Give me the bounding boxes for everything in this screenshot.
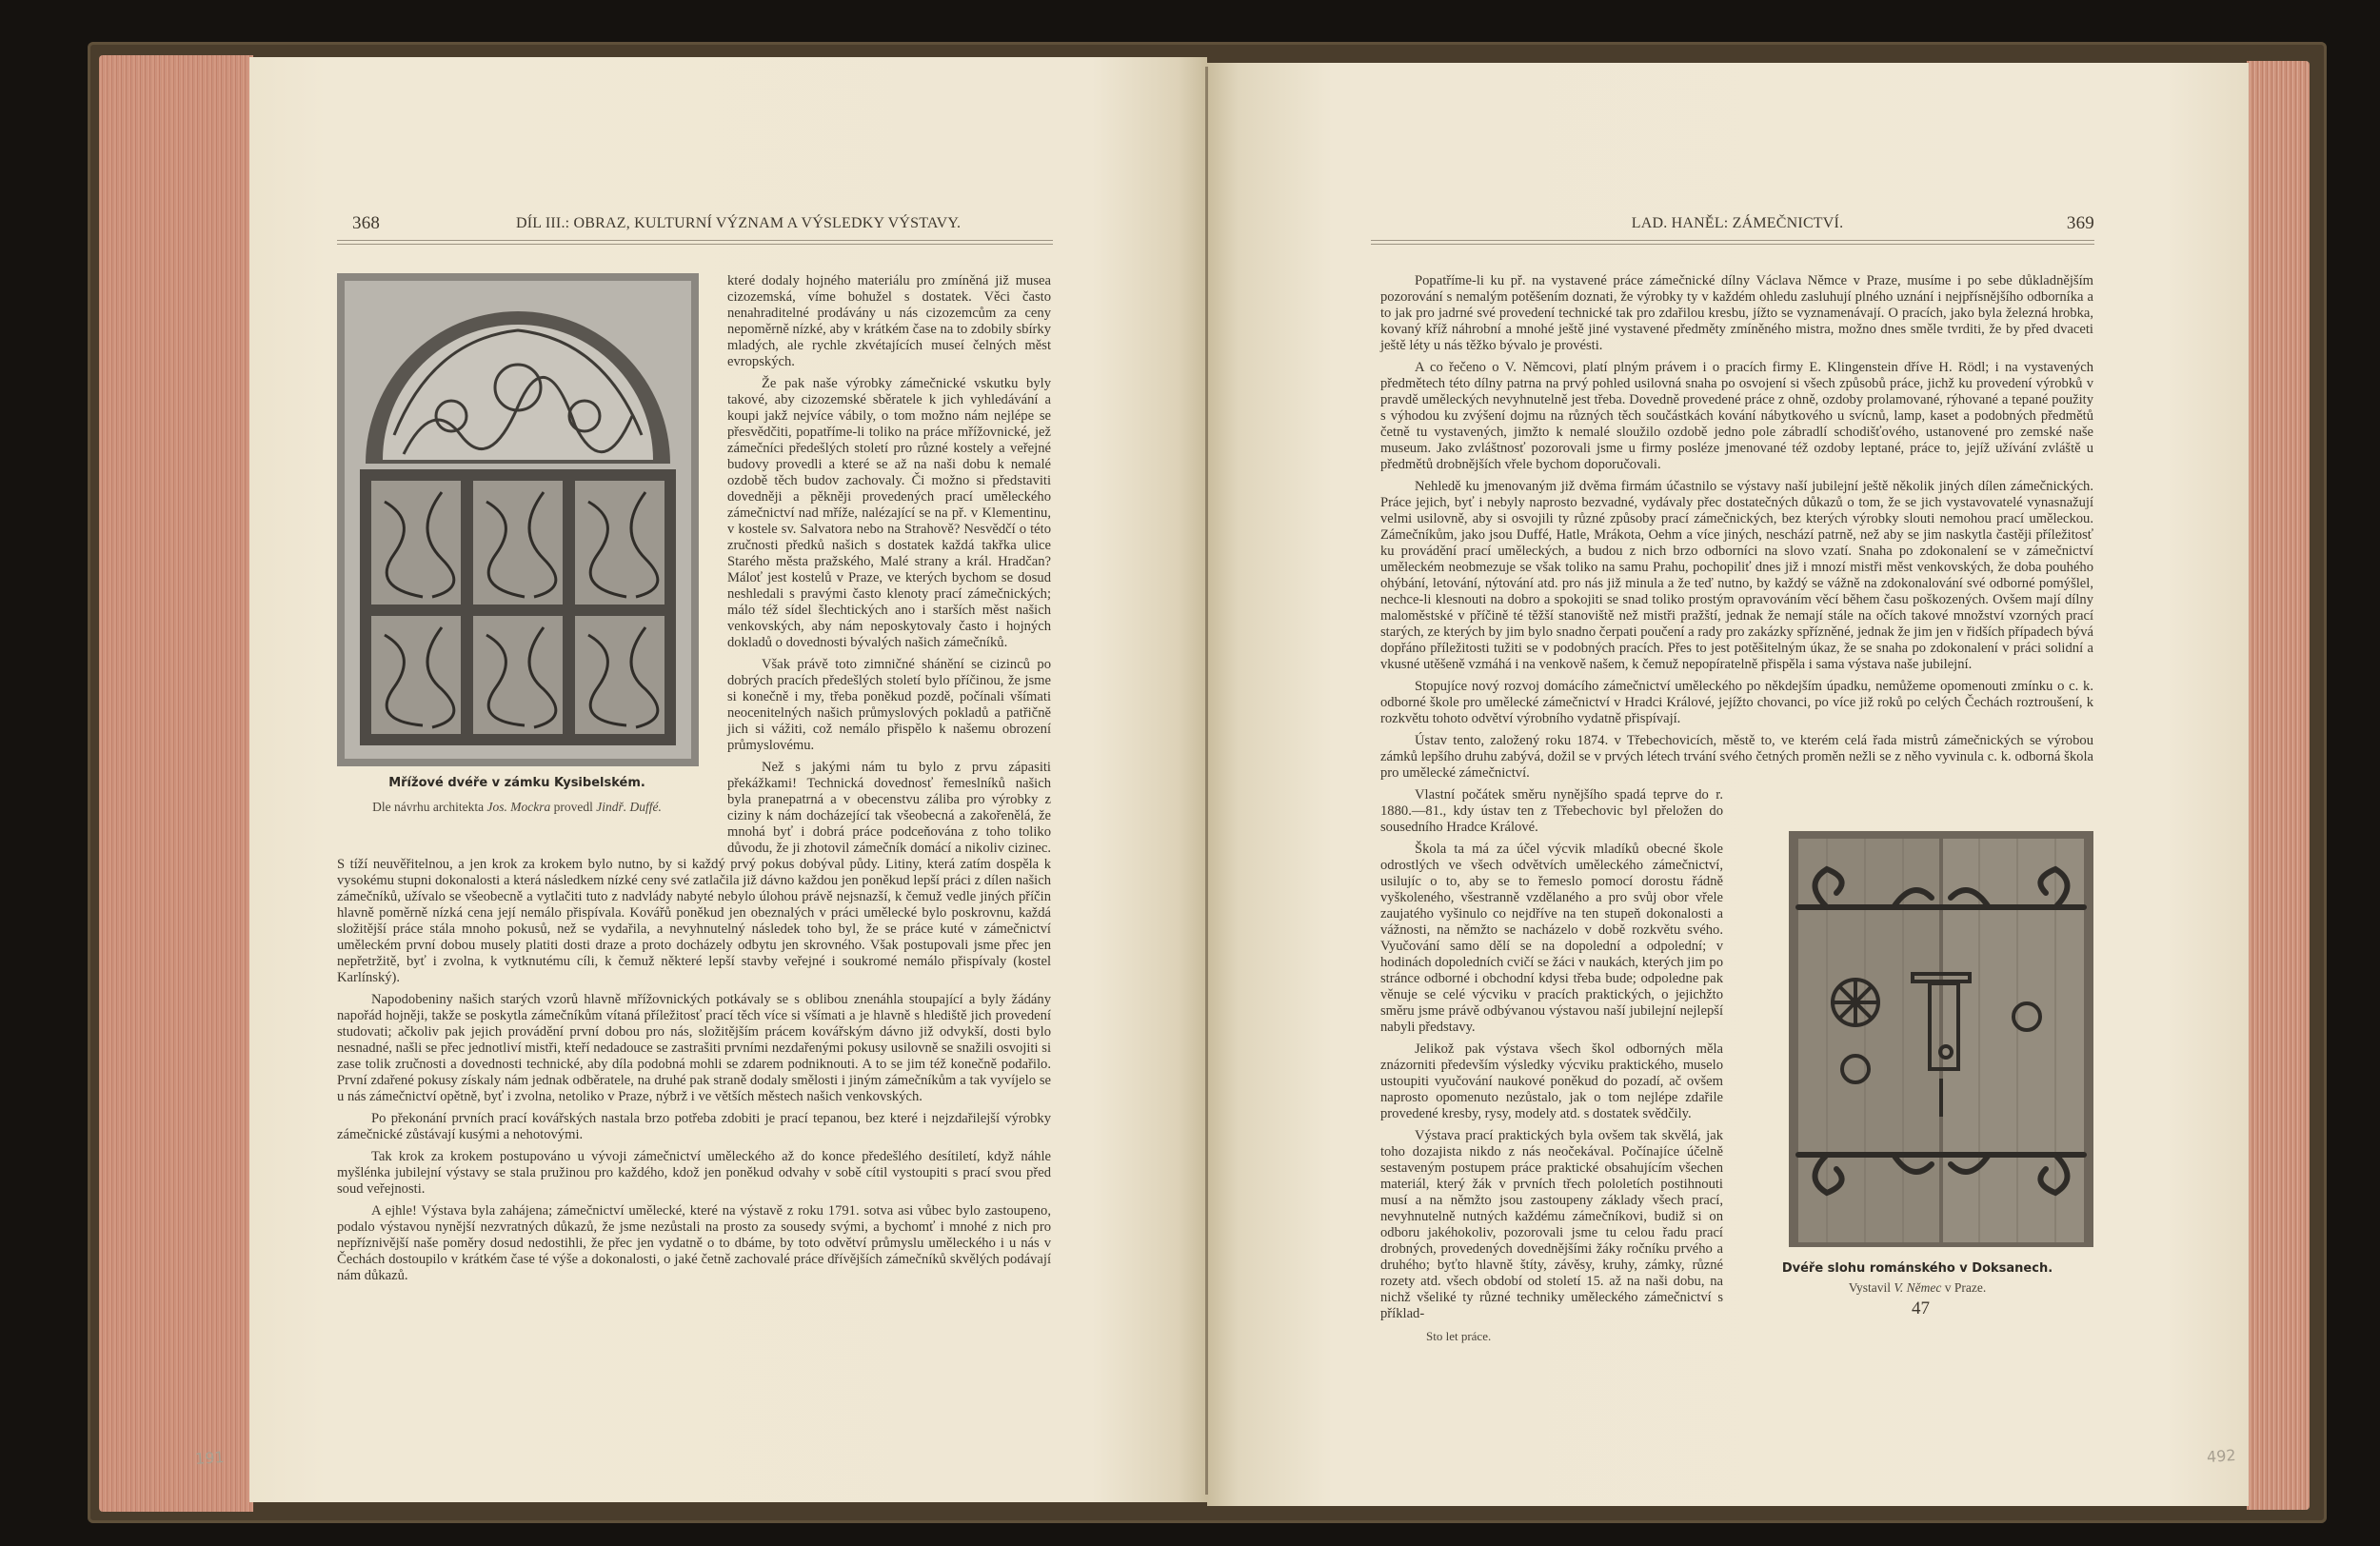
page-edges-left [99,55,253,1512]
page-number: 369 [2066,213,2094,233]
header-rule [337,240,1053,245]
caption-prefix: Vystavil [1848,1280,1892,1295]
caption-prefix: Dle návrhu architekta [372,800,485,814]
left-running-head [337,215,1051,236]
paragraph: Ústav tento, založený roku 1874. v Třebechovicích, městě to, ve kterém celá řada mistrů zámečnických se výrobou zámků lepšího druhu zabývá, dožil se v prvých létech trvání svého četných proměn nežli se z něho vyvinula c. k. odborná škola pro umělecké zámečnictví. [1380,733,2093,781]
paragraph: Po překonání prvních prací kovářských nastala brzo potřeba zdobiti je prací tepanou, bez které i nejzdařilejší výrobky zámečnické zůstávají kusými a nehotovými. [337,1111,1051,1142]
romanesque-door-image [1789,831,2093,1247]
paragraph: Jelikož pak výstava všech škol odborných měla znázorniti především výsledky výcviku praktického, muselo ustoupiti vyučování naukové poněkud do pozadí, ač ovšem naprosto opomenuto nezůstalo, jak o tom nejlépe zdařile provedené kresby, rysy, modely atd. s dostatek svědčily. [1380,1041,1723,1121]
paragraph: A co řečeno o V. Němcovi, platí plným právem i o pracích firmy E. Klingenstein dříve H. Rödl; i na vystavených předmětech této dílny patrna na prvý pohled usilovná snaha po osvojení si všech způsobů práce, jichž ku provedení výrobků v pravdě uměleckých nevyhnutelně jest třeba. Dovedně provedené práce z ohně, ozdoby prolamované, rýhované a tepané použity s výhodou ku zvýšení dojmu na různých těch součástkách kování nábytkového u svícnů, lamp, kaset a podobných předmětů četně tu vystavených, jimžto k nemalé sloužilo ozdobě jedno pole zábradlí schodišťového, ustanovené pro zemské naše museum. Jako zvláštnosť pozorovali jsme u firmy posléze jmenované též ozdoby leptané, práce to, jejíž užívání zvláště u předmětů drobnějších vřele bychom doporučovali. [1380,360,2093,472]
figure-caption-credit [1740,1279,2094,1297]
paragraph: Než s jakými nám tu bylo z prvu zápasiti překážkami! Technická dovednosť řemeslníků našich byla pranepatrná a v obecenstvu záliba pro výrobky z ciziny k nám docházející tak všeobecná a zakořenělá, že mnohá byť i dobrá práce podceňována z toho toliko důvodu, že ji zhotovil zámečník domácí a nikoliv cizinec. S tíží neuvěřitelnou, a jen krok za krokem bylo nutno, by si každý prvý pokus dobýval půdy. Litiny, která zatím dospěla k vysokému stupni dokonalosti a která následkem nízké ceny své zatlačila již dávno každou jen poněkud lepší práci z dílen našich zámečníků, užívalo se všeobecně a vytlačiti tuto z nadvlády nabyté nebylo úlohou právě nejsnazší, k čemuž vedle jiných příčin hlavně poměrně nízká cena její nemálo přispívala. Kovářů poněkud jen obeznalých v práci umělecké bylo poskrovnu, každá složitější práce stála mnoho pokusů, než se vydařila, a nevyhnutelný následek toho byl, že se práce kuté v zámečnictví uměleckém první dobou musely platiti dosti draze a proto docházely odbytu jen skrovného. Však postupovali jsme přec jen nepřetržitě, byť i zvolna, k vytknutému cíli, k čemuž některé lepší stavby veřejné i soukromé nemálo přispívaly (kostel Karlínský). [337,760,1051,985]
running-head-title: DÍL III.: OBRAZ, KULTURNÍ VÝZNAM A VÝSLEDKY VÝSTAVY. [516,215,962,231]
caption-middle: provedl [553,800,593,814]
paragraph: Popatříme-li ku př. na vystavené práce zámečnické dílny Václava Němce v Praze, musíme i po sebe důkladnějším pozorování s nemalým potěšením doznati, že výrobky ty v každém ohledu zasluhují plného uznání i nejpřísnějšího odborníka a to jak pro jadrné své provedení technické tak pro zdařilou kresbu, jížto se vyznamenávají. O pracích, jako byla železná hrobka, kovaný kříž náhrobní a mnohé ještě jiné vystavené předměty zmíněného mistra, možno dnes směle tvrditi, že by před dvaceti ještě léty u nás těžko bývalo je provésti. [1380,273,2093,353]
left-page-body [337,273,1051,1290]
binding-gutter [1205,67,1208,1495]
header-rule [1371,240,2094,245]
caption-suffix: v Praze. [1944,1280,1987,1295]
paragraph: Nehledě ku jmenovaným již dvěma firmám účastnilo se výstavy naší jubilejní ještě několik jiných dílen zámečnických. Práce jejich, byť i nebyly naprosto bezvadné, vydávaly přec dostatečných důkazů o tom, že se jich vystavovatelé vynasnažují velmi usilovně, aby si osvojili ty různé způsoby prací zámečnických, bez kterých výrobky slouti nemohou prací uměleckou. Zámečníkům, jako jsou Duffé, Hatle, Mrákota, Oehm a více jiných, neschází patrně, než aby se jim naskytla častěji příležitosť ku provádění prací uměleckých, a budou z nich brzo odborníci na slovo vzatí. Snaha po zdokonalení se v zámečnictví uměleckém neobmezuje se však toliko na samu Prahu, pochopiliť dnes již i mnozí mistři měst venkovských, že doba pouhého ohýbání, letování, nýtování atd. pro nás již minula a že teď nutno, by každý se vážně na zdokonalování své odborné pomýšlel, nechce-li klesnouti na dobro a spokojiti se snad toliko prostým opravováním věcí během času poškozených. Ovšem mají dílny maloměstské v příčině té těžší stanoviště než mistři pražští, jednak že nemají stále na očích takové množství vzorných prací starých, ze kterých by jim bylo snadno čerpati poučení a rady pro zakázky spřízněné, jednak že jim jen v řidších případech bývá dopřáno příležitosti tužiti se v podobných pracích. Přes to jest potěšitelným úkaz, že se snaha po zdokonalení v práci solidní a vkusné utěšeně vzmáhá i na venkově našem, k čemuž nepopíratelně přispěla i sama výstava naše jubilejní. [1380,479,2093,672]
page-edges-right [2247,61,2310,1510]
figure-romanesque-door [1723,795,2094,1319]
right-page-body [1380,273,2094,1350]
paragraph: Že pak naše výrobky zámečnické vskutku byly takové, aby cizozemské sběratele k jich vyhledávání a koupi jakž nejvíce vábily, o tom možno nám nejlépe se přesvědčiti, popatříme-li toliko na práce mřížovnické, jež zámečníci předešlých století pro různé kostely a veřejné budovy provedli a které se až na naši dobu k nemalé ozdobě těch budov zachovaly. Či možno si představiti dovedněji a pěkněji provedených prací uměleckého zámečnictví nad mříže, nalézající se na př. v Klementinu, v kostele sv. Salvatora nebo na Strahově? Nesvědčí o této zručnosti předků našich s dostatek každá takřka ulice Starého města pražského, Malé strany a král. Hradčan? Máloť jest kostelů v Praze, ve kterých bychom se dosud neshledali s pravými často klenoty prací zámečnických; málo též sídel šlechtických ano i starších měst našich venkovských, aby nám neposkytovaly často i hojných dokladů o dovednosti bývalých našich zámečníků. [727,376,1051,650]
figure-caption-title: Mřížové dvéře v zámku Kysibelském. [388,776,645,790]
sheet-number: 47 [1912,1298,1930,1318]
figure-caption-title: Dvéře slohu románského v Doksanech. [1781,1261,2053,1276]
pencil-page-mark: 492 [2206,1445,2237,1467]
running-head-title: LAD. HANĚL: ZÁMEČNICTVÍ. [1631,215,1844,231]
paragraph: Výstava prací praktických byla ovšem tak skvělá, jak toho dozajista nikdo z nás neočekával. Počínajíce účelně sestaveným postupem práce praktické obsahujícím všechen materiál, který žák v prvních třech pololetích postihnouti musí a na němžto jsou zastoupeny základy všech prací, nevyhnutelně nutných každému zámečníkovi, budiž si on odboru jakéhokoliv, pozorovali jsme tu celou řadu prací drobných, provedených dovednějšími žáky ročníku prvého a druhého; byťto hlavně štíty, závěsy, kruhy, zámky, různé rozety atd. všech období od století 15. až na naši dobu, na nichž všeliké ty různé techniky uměleckého zámečnictví s příklad- [1380,1128,1723,1321]
paragraph: Stopujíce nový rozvoj domácího zámečnictví uměleckého po někdejším úpadku, nemůžeme opomenouti zmínku o c. k. odborné škole pro umělecké zámečnictví v Hradci Králové, jejížto chovanci, po více již roků po celých Čechách roztroušení, k rozkvětu tohoto odvětví výrobního vydatně přispívají. [1380,679,2093,726]
caption-maker: Jindř. Duffé. [596,800,662,814]
footer-signature: Sto let práce. [1426,1329,1492,1343]
paragraph: A ejhle! Výstava byla zahájena; zámečnictví umělecké, které na výstavě z roku 1791. sotva asi vůbec bylo zastoupeno, podalo výstavou nynější nezvratných důkazů, že jsme nezůstali na prosto za sousedy svými, a bychomť i mnohé z nich pro nepříznivější naše poměry dosud nedostihli, že přec jen vydatně o to dbáme, by toto odvětví průmyslu uměleckého i u nás v Čechách dostoupilo v krátkém čase té výše a dokonalosti, o jaké četně zachovalé práce dřívějších zámečníků skvělých podávají nám důkazů. [337,1203,1051,1283]
paragraph: Tak krok za krokem postupováno u vývoji zámečnictví uměleckého až do konce předešlého desítiletí, když náhle myšlénka jubilejní výstavy se stala pružinou pro každého, kdož jen poněkud odvahy v sobě cítil vystoupiti s prací svou před soud veřejnosti. [337,1149,1051,1197]
paragraph: Napodobeniny našich starých vzorů hlavně mřížovnických potkávaly se s oblibou znenáhla stoupající a byly žádány napořád hojněji, takže se poskytla zámečníkům vítaná příležitosť prací těch více si všímati a je hlavně s hlediště jich provedení studovati; ačkoliv pak jejich provádění první dobou pro nás, složitějším prácem kovářským dávno již odvykší, dosti bylo nesnadné, našli se přec jednotliví mistři, kteří nedadouce se zastrašiti prvními nezdařenými pokusy usilovně se snažili osvojiti si zase tolik zručnosti a dovednosti technické, aby díla podobná mohli se zdarem podniknouti. A to se jim též konečně podařilo. První zdařené pokusy získaly nám jednak odběratele, na druhé pak straně dodaly smělosti i jiným zámečníkům a tak vyvíjelo se u nás zámečnictví opětně, byť i zvolna, netoliko v Praze, nýbrž i ve větších městech našich venkovských. [337,992,1051,1104]
pencil-page-mark: 191 [194,1447,226,1469]
right-running-head [1380,215,2094,236]
paragraph: které dodaly hojného materiálu pro zmíněná již musea cizozemská, víme bohužel s dostatek. Věci často nenahraditelné prodávány u nás cizozemcům za ceny nepoměrně nízké, aby v krátkém čase na to zdobily sbírky mladých, ale rychle zkvétajících museí čelných měst evropských. [727,273,1051,369]
caption-architect: Jos. Mockra [486,800,551,814]
caption-maker: V. Němec [1894,1280,1942,1295]
paragraph: Však právě toto zimničné shánění se cizinců po dobrých pracích předešlých století bylo příčinou, že jsme si konečně i my, třeba poněkud pozdě, počínali všímati neocenitelných našich průmyslových pokladů a patřičně jich si vážiti, což nemálo přispělo k našemu obrození průmyslovému. [727,657,1051,753]
paragraph: Vlastní počátek směru nynějšího spadá teprve do r. 1880.—81., kdy ústav ten z Třebechovic byl přeložen do sousedního Hradce Králové. [1380,787,1723,835]
paragraph: Škola ta má za účel výcvik mladíků obecné škole odrostlých ve všech odvětvích uměleckého zámečnictví, usilujíc o to, aby se to řemeslo pomocí dorostu řádně vyškoleného, všestranně vzdělaného a pro svůj obor vřele zaujatého vyšinulo co nejdříve na ten stupeň dokonalosti a vážnosti, na němžto se nacházelo v době rozkvětu svého. Vyučování samo dělí se na dopolední a odpolední; v hodinách dopoledních cvičí se žáci v naukách, kterých jim po stránce odborné i obchodní kdysi třeba bude; odpoledne pak věnuje se celé výcviku v pracích praktických, o jejichžto směru jsme právě odbývanou výstavou naší jubilejní nejlepší nabyli představy. [1380,842,1723,1035]
page-number: 368 [352,213,381,233]
